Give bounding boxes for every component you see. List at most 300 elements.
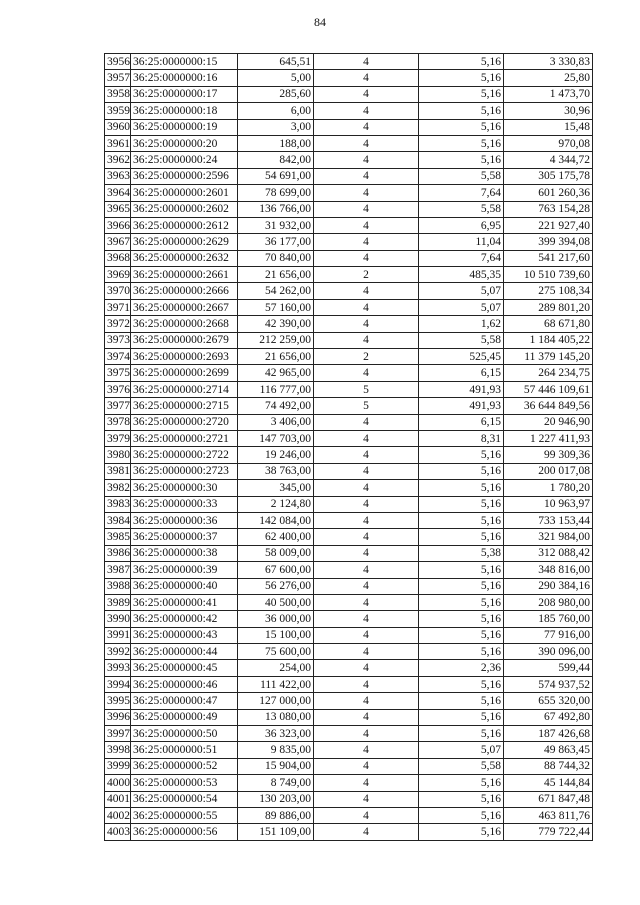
table-row: [105, 726, 593, 742]
cadastral-number-cell: 36:25:0000000:41: [131, 594, 238, 610]
area-cell: 151 109,00: [238, 824, 314, 840]
table-row: [105, 644, 593, 660]
category-cell: 4: [314, 480, 419, 496]
value-cell: 3 330,83: [504, 54, 593, 70]
category-cell: 4: [314, 660, 419, 676]
table-row: [105, 365, 593, 381]
value-cell: 671 847,48: [504, 791, 593, 807]
row-number-cell: 3975: [105, 365, 131, 381]
cadastral-number-cell: 36:25:0000000:44: [131, 644, 238, 660]
cadastral-number-cell: 36:25:0000000:2715: [131, 398, 238, 414]
area-cell: 645,51: [238, 54, 314, 70]
table-row: [105, 496, 593, 512]
cadastral-number-cell: 36:25:0000000:2693: [131, 349, 238, 365]
rate-cell: 5,38: [419, 545, 504, 561]
table-row: [105, 824, 593, 840]
table-row: [105, 250, 593, 266]
value-cell: 88 744,32: [504, 758, 593, 774]
category-cell: 5: [314, 381, 419, 397]
area-cell: 116 777,00: [238, 381, 314, 397]
row-number-cell: 3983: [105, 496, 131, 512]
row-number-cell: 3999: [105, 758, 131, 774]
cadastral-number-cell: 36:25:0000000:2601: [131, 185, 238, 201]
category-cell: 4: [314, 758, 419, 774]
area-cell: 21 656,00: [238, 349, 314, 365]
category-cell: 4: [314, 283, 419, 299]
area-cell: 6,00: [238, 103, 314, 119]
cadastral-number-cell: 36:25:0000000:38: [131, 545, 238, 561]
rate-cell: 5,07: [419, 742, 504, 758]
category-cell: 4: [314, 168, 419, 184]
table-row: [105, 299, 593, 315]
rate-cell: 7,64: [419, 185, 504, 201]
category-cell: 4: [314, 611, 419, 627]
row-number-cell: 3986: [105, 545, 131, 561]
value-cell: 15,48: [504, 119, 593, 135]
area-cell: 15 100,00: [238, 627, 314, 643]
table-row: [105, 807, 593, 823]
value-cell: 655 320,00: [504, 693, 593, 709]
row-number-cell: 3964: [105, 185, 131, 201]
area-cell: 21 656,00: [238, 267, 314, 283]
row-number-cell: 4003: [105, 824, 131, 840]
table-row: [105, 529, 593, 545]
rate-cell: 5,16: [419, 791, 504, 807]
category-cell: 4: [314, 365, 419, 381]
category-cell: 4: [314, 562, 419, 578]
cadastral-number-cell: 36:25:0000000:30: [131, 480, 238, 496]
row-number-cell: 3997: [105, 726, 131, 742]
row-number-cell: 3989: [105, 594, 131, 610]
rate-cell: 1,62: [419, 316, 504, 332]
table-row: [105, 627, 593, 643]
table-body: [105, 54, 593, 841]
value-cell: 36 644 849,56: [504, 398, 593, 414]
cadastral-number-cell: 36:25:0000000:49: [131, 709, 238, 725]
cadastral-number-cell: 36:25:0000000:42: [131, 611, 238, 627]
cadastral-number-cell: 36:25:0000000:56: [131, 824, 238, 840]
cadastral-number-cell: 36:25:0000000:2666: [131, 283, 238, 299]
cadastral-number-cell: 36:25:0000000:2679: [131, 332, 238, 348]
rate-cell: 5,07: [419, 299, 504, 315]
row-number-cell: 4000: [105, 775, 131, 791]
cadastral-number-cell: 36:25:0000000:2602: [131, 201, 238, 217]
category-cell: 4: [314, 185, 419, 201]
category-cell: 5: [314, 398, 419, 414]
cadastral-number-cell: 36:25:0000000:55: [131, 807, 238, 823]
value-cell: 67 492,80: [504, 709, 593, 725]
value-cell: 399 394,08: [504, 234, 593, 250]
cadastral-number-cell: 36:25:0000000:2723: [131, 463, 238, 479]
table-row: [105, 267, 593, 283]
row-number-cell: 3968: [105, 250, 131, 266]
page-number: 84: [314, 15, 326, 29]
rate-cell: 5,58: [419, 332, 504, 348]
row-number-cell: 3969: [105, 267, 131, 283]
value-cell: 1 184 405,22: [504, 332, 593, 348]
value-cell: 541 217,60: [504, 250, 593, 266]
value-cell: 10 510 739,60: [504, 267, 593, 283]
area-cell: 254,00: [238, 660, 314, 676]
category-cell: 4: [314, 693, 419, 709]
area-cell: 285,60: [238, 86, 314, 102]
table-row: [105, 217, 593, 233]
table-row: [105, 103, 593, 119]
category-cell: 4: [314, 119, 419, 135]
row-number-cell: 3973: [105, 332, 131, 348]
category-cell: 4: [314, 54, 419, 70]
category-cell: 4: [314, 299, 419, 315]
value-cell: 25,80: [504, 70, 593, 86]
row-number-cell: 3963: [105, 168, 131, 184]
row-number-cell: 3967: [105, 234, 131, 250]
table-row: [105, 414, 593, 430]
cadastral-number-cell: 36:25:0000000:2632: [131, 250, 238, 266]
value-cell: 321 984,00: [504, 529, 593, 545]
value-cell: 10 963,97: [504, 496, 593, 512]
rate-cell: 5,16: [419, 119, 504, 135]
cadastral-number-cell: 36:25:0000000:2714: [131, 381, 238, 397]
area-cell: 58 009,00: [238, 545, 314, 561]
category-cell: 4: [314, 512, 419, 528]
rate-cell: 2,36: [419, 660, 504, 676]
rate-cell: 6,15: [419, 414, 504, 430]
area-cell: 38 763,00: [238, 463, 314, 479]
area-cell: 78 699,00: [238, 185, 314, 201]
table-row: [105, 709, 593, 725]
area-cell: 56 276,00: [238, 578, 314, 594]
category-cell: 4: [314, 70, 419, 86]
value-cell: 68 671,80: [504, 316, 593, 332]
value-cell: 4 344,72: [504, 152, 593, 168]
table-row: [105, 791, 593, 807]
area-cell: 15 904,00: [238, 758, 314, 774]
rate-cell: 7,64: [419, 250, 504, 266]
rate-cell: 5,58: [419, 758, 504, 774]
area-cell: 3,00: [238, 119, 314, 135]
area-cell: 19 246,00: [238, 447, 314, 463]
value-cell: 49 863,45: [504, 742, 593, 758]
table-row: [105, 512, 593, 528]
row-number-cell: 3958: [105, 86, 131, 102]
area-cell: 62 400,00: [238, 529, 314, 545]
rate-cell: 6,15: [419, 365, 504, 381]
rate-cell: 5,16: [419, 807, 504, 823]
area-cell: 36 000,00: [238, 611, 314, 627]
category-cell: 4: [314, 775, 419, 791]
area-cell: 127 000,00: [238, 693, 314, 709]
area-cell: 67 600,00: [238, 562, 314, 578]
row-number-cell: 3995: [105, 693, 131, 709]
table-row: [105, 349, 593, 365]
cadastral-number-cell: 36:25:0000000:2721: [131, 430, 238, 446]
table-row: [105, 185, 593, 201]
category-cell: 4: [314, 726, 419, 742]
category-cell: 4: [314, 644, 419, 660]
category-cell: 4: [314, 627, 419, 643]
category-cell: 2: [314, 349, 419, 365]
cadastral-number-cell: 36:25:0000000:2722: [131, 447, 238, 463]
table-row: [105, 119, 593, 135]
rate-cell: 485,35: [419, 267, 504, 283]
table-row: [105, 86, 593, 102]
rate-cell: 6,95: [419, 217, 504, 233]
cadastral-number-cell: 36:25:0000000:20: [131, 135, 238, 151]
table-row: [105, 660, 593, 676]
cadastral-number-cell: 36:25:0000000:40: [131, 578, 238, 594]
row-number-cell: 3991: [105, 627, 131, 643]
rate-cell: 5,16: [419, 86, 504, 102]
row-number-cell: 3996: [105, 709, 131, 725]
category-cell: 4: [314, 135, 419, 151]
value-cell: 208 980,00: [504, 594, 593, 610]
rate-cell: 5,16: [419, 709, 504, 725]
value-cell: 77 916,00: [504, 627, 593, 643]
cadastral-number-cell: 36:25:0000000:47: [131, 693, 238, 709]
cadastral-number-cell: 36:25:0000000:52: [131, 758, 238, 774]
area-cell: 212 259,00: [238, 332, 314, 348]
cadastral-number-cell: 36:25:0000000:16: [131, 70, 238, 86]
category-cell: 4: [314, 234, 419, 250]
category-cell: 4: [314, 414, 419, 430]
value-cell: 601 260,36: [504, 185, 593, 201]
value-cell: 289 801,20: [504, 299, 593, 315]
row-number-cell: 3959: [105, 103, 131, 119]
category-cell: 4: [314, 594, 419, 610]
category-cell: 4: [314, 332, 419, 348]
value-cell: 290 384,16: [504, 578, 593, 594]
value-cell: 390 096,00: [504, 644, 593, 660]
table-row: [105, 54, 593, 70]
cadastral-number-cell: 36:25:0000000:2720: [131, 414, 238, 430]
row-number-cell: 3993: [105, 660, 131, 676]
cadastral-number-cell: 36:25:0000000:51: [131, 742, 238, 758]
cadastral-number-cell: 36:25:0000000:53: [131, 775, 238, 791]
area-cell: 57 160,00: [238, 299, 314, 315]
area-cell: 5,00: [238, 70, 314, 86]
table-row: [105, 480, 593, 496]
row-number-cell: 3990: [105, 611, 131, 627]
row-number-cell: 3980: [105, 447, 131, 463]
value-cell: 348 816,00: [504, 562, 593, 578]
rate-cell: 5,16: [419, 135, 504, 151]
value-cell: 45 144,84: [504, 775, 593, 791]
cadastral-number-cell: 36:25:0000000:24: [131, 152, 238, 168]
value-cell: 1 473,70: [504, 86, 593, 102]
area-cell: 42 965,00: [238, 365, 314, 381]
rate-cell: 5,16: [419, 775, 504, 791]
row-number-cell: 3981: [105, 463, 131, 479]
row-number-cell: 3998: [105, 742, 131, 758]
cadastral-number-cell: 36:25:0000000:2667: [131, 299, 238, 315]
value-cell: 187 426,68: [504, 726, 593, 742]
category-cell: 4: [314, 742, 419, 758]
rate-cell: 5,16: [419, 70, 504, 86]
table-row: [105, 316, 593, 332]
rate-cell: 5,16: [419, 562, 504, 578]
category-cell: 4: [314, 578, 419, 594]
area-cell: 36 323,00: [238, 726, 314, 742]
rate-cell: 5,16: [419, 644, 504, 660]
category-cell: 4: [314, 152, 419, 168]
cadastral-number-cell: 36:25:0000000:50: [131, 726, 238, 742]
row-number-cell: 3985: [105, 529, 131, 545]
table-row: [105, 398, 593, 414]
row-number-cell: 3957: [105, 70, 131, 86]
value-cell: 1 227 411,93: [504, 430, 593, 446]
category-cell: 4: [314, 217, 419, 233]
cadastral-number-cell: 36:25:0000000:39: [131, 562, 238, 578]
rate-cell: 5,16: [419, 676, 504, 692]
row-number-cell: 3987: [105, 562, 131, 578]
rate-cell: 8,31: [419, 430, 504, 446]
area-cell: 111 422,00: [238, 676, 314, 692]
area-cell: 188,00: [238, 135, 314, 151]
value-cell: 264 234,75: [504, 365, 593, 381]
area-cell: 136 766,00: [238, 201, 314, 217]
table-row: [105, 758, 593, 774]
table-row: [105, 201, 593, 217]
category-cell: 4: [314, 201, 419, 217]
value-cell: 312 088,42: [504, 545, 593, 561]
category-cell: 4: [314, 709, 419, 725]
area-cell: 54 691,00: [238, 168, 314, 184]
table-row: [105, 693, 593, 709]
rate-cell: 5,16: [419, 152, 504, 168]
rate-cell: 5,16: [419, 103, 504, 119]
rate-cell: 5,16: [419, 512, 504, 528]
rate-cell: 5,58: [419, 168, 504, 184]
area-cell: 3 406,00: [238, 414, 314, 430]
category-cell: 4: [314, 791, 419, 807]
cadastral-table: [104, 53, 593, 841]
rate-cell: 11,04: [419, 234, 504, 250]
category-cell: 4: [314, 545, 419, 561]
category-cell: 4: [314, 529, 419, 545]
area-cell: 2 124,80: [238, 496, 314, 512]
cadastral-number-cell: 36:25:0000000:2596: [131, 168, 238, 184]
cadastral-number-cell: 36:25:0000000:19: [131, 119, 238, 135]
table-row: [105, 742, 593, 758]
rate-cell: 5,16: [419, 726, 504, 742]
area-cell: 842,00: [238, 152, 314, 168]
row-number-cell: 3966: [105, 217, 131, 233]
cadastral-number-cell: 36:25:0000000:18: [131, 103, 238, 119]
cadastral-number-cell: 36:25:0000000:45: [131, 660, 238, 676]
value-cell: 99 309,36: [504, 447, 593, 463]
row-number-cell: 4001: [105, 791, 131, 807]
cadastral-number-cell: 36:25:0000000:2668: [131, 316, 238, 332]
area-cell: 70 840,00: [238, 250, 314, 266]
table-row: [105, 152, 593, 168]
value-cell: 1 780,20: [504, 480, 593, 496]
value-cell: 275 108,34: [504, 283, 593, 299]
row-number-cell: 3994: [105, 676, 131, 692]
value-cell: 11 379 145,20: [504, 349, 593, 365]
cadastral-number-cell: 36:25:0000000:33: [131, 496, 238, 512]
category-cell: 4: [314, 86, 419, 102]
rate-cell: 5,16: [419, 496, 504, 512]
cadastral-number-cell: 36:25:0000000:46: [131, 676, 238, 692]
area-cell: 130 203,00: [238, 791, 314, 807]
area-cell: 13 080,00: [238, 709, 314, 725]
rate-cell: 5,16: [419, 529, 504, 545]
row-number-cell: 3984: [105, 512, 131, 528]
category-cell: 4: [314, 463, 419, 479]
row-number-cell: 3971: [105, 299, 131, 315]
cadastral-number-cell: 36:25:0000000:37: [131, 529, 238, 545]
rate-cell: 491,93: [419, 398, 504, 414]
rate-cell: 5,16: [419, 594, 504, 610]
table-row: [105, 775, 593, 791]
row-number-cell: 4002: [105, 807, 131, 823]
row-number-cell: 3962: [105, 152, 131, 168]
area-cell: 142 084,00: [238, 512, 314, 528]
value-cell: 733 153,44: [504, 512, 593, 528]
rate-cell: 5,58: [419, 201, 504, 217]
value-cell: 779 722,44: [504, 824, 593, 840]
row-number-cell: 3978: [105, 414, 131, 430]
table-row: [105, 562, 593, 578]
category-cell: 4: [314, 807, 419, 823]
cadastral-number-cell: 36:25:0000000:2661: [131, 267, 238, 283]
category-cell: 4: [314, 447, 419, 463]
row-number-cell: 3974: [105, 349, 131, 365]
row-number-cell: 3992: [105, 644, 131, 660]
table-row: [105, 447, 593, 463]
category-cell: 4: [314, 430, 419, 446]
table-row: [105, 381, 593, 397]
cadastral-number-cell: 36:25:0000000:2699: [131, 365, 238, 381]
table-row: [105, 234, 593, 250]
value-cell: 30,96: [504, 103, 593, 119]
rate-cell: 5,16: [419, 627, 504, 643]
area-cell: 75 600,00: [238, 644, 314, 660]
table-row: [105, 611, 593, 627]
value-cell: 57 446 109,61: [504, 381, 593, 397]
row-number-cell: 3965: [105, 201, 131, 217]
rate-cell: 5,16: [419, 693, 504, 709]
value-cell: 185 760,00: [504, 611, 593, 627]
table-row: [105, 578, 593, 594]
category-cell: 4: [314, 496, 419, 512]
row-number-cell: 3982: [105, 480, 131, 496]
row-number-cell: 3956: [105, 54, 131, 70]
row-number-cell: 3976: [105, 381, 131, 397]
value-cell: 463 811,76: [504, 807, 593, 823]
table-row: [105, 463, 593, 479]
cadastral-number-cell: 36:25:0000000:17: [131, 86, 238, 102]
row-number-cell: 3961: [105, 135, 131, 151]
area-cell: 89 886,00: [238, 807, 314, 823]
table-row: [105, 545, 593, 561]
area-cell: 36 177,00: [238, 234, 314, 250]
rate-cell: 491,93: [419, 381, 504, 397]
rate-cell: 5,16: [419, 463, 504, 479]
table-row: [105, 135, 593, 151]
category-cell: 4: [314, 824, 419, 840]
rate-cell: 5,07: [419, 283, 504, 299]
value-cell: 599,44: [504, 660, 593, 676]
value-cell: 763 154,28: [504, 201, 593, 217]
area-cell: 74 492,00: [238, 398, 314, 414]
category-cell: 4: [314, 316, 419, 332]
table-row: [105, 430, 593, 446]
rate-cell: 5,16: [419, 611, 504, 627]
area-cell: 31 932,00: [238, 217, 314, 233]
category-cell: 4: [314, 676, 419, 692]
category-cell: 4: [314, 250, 419, 266]
